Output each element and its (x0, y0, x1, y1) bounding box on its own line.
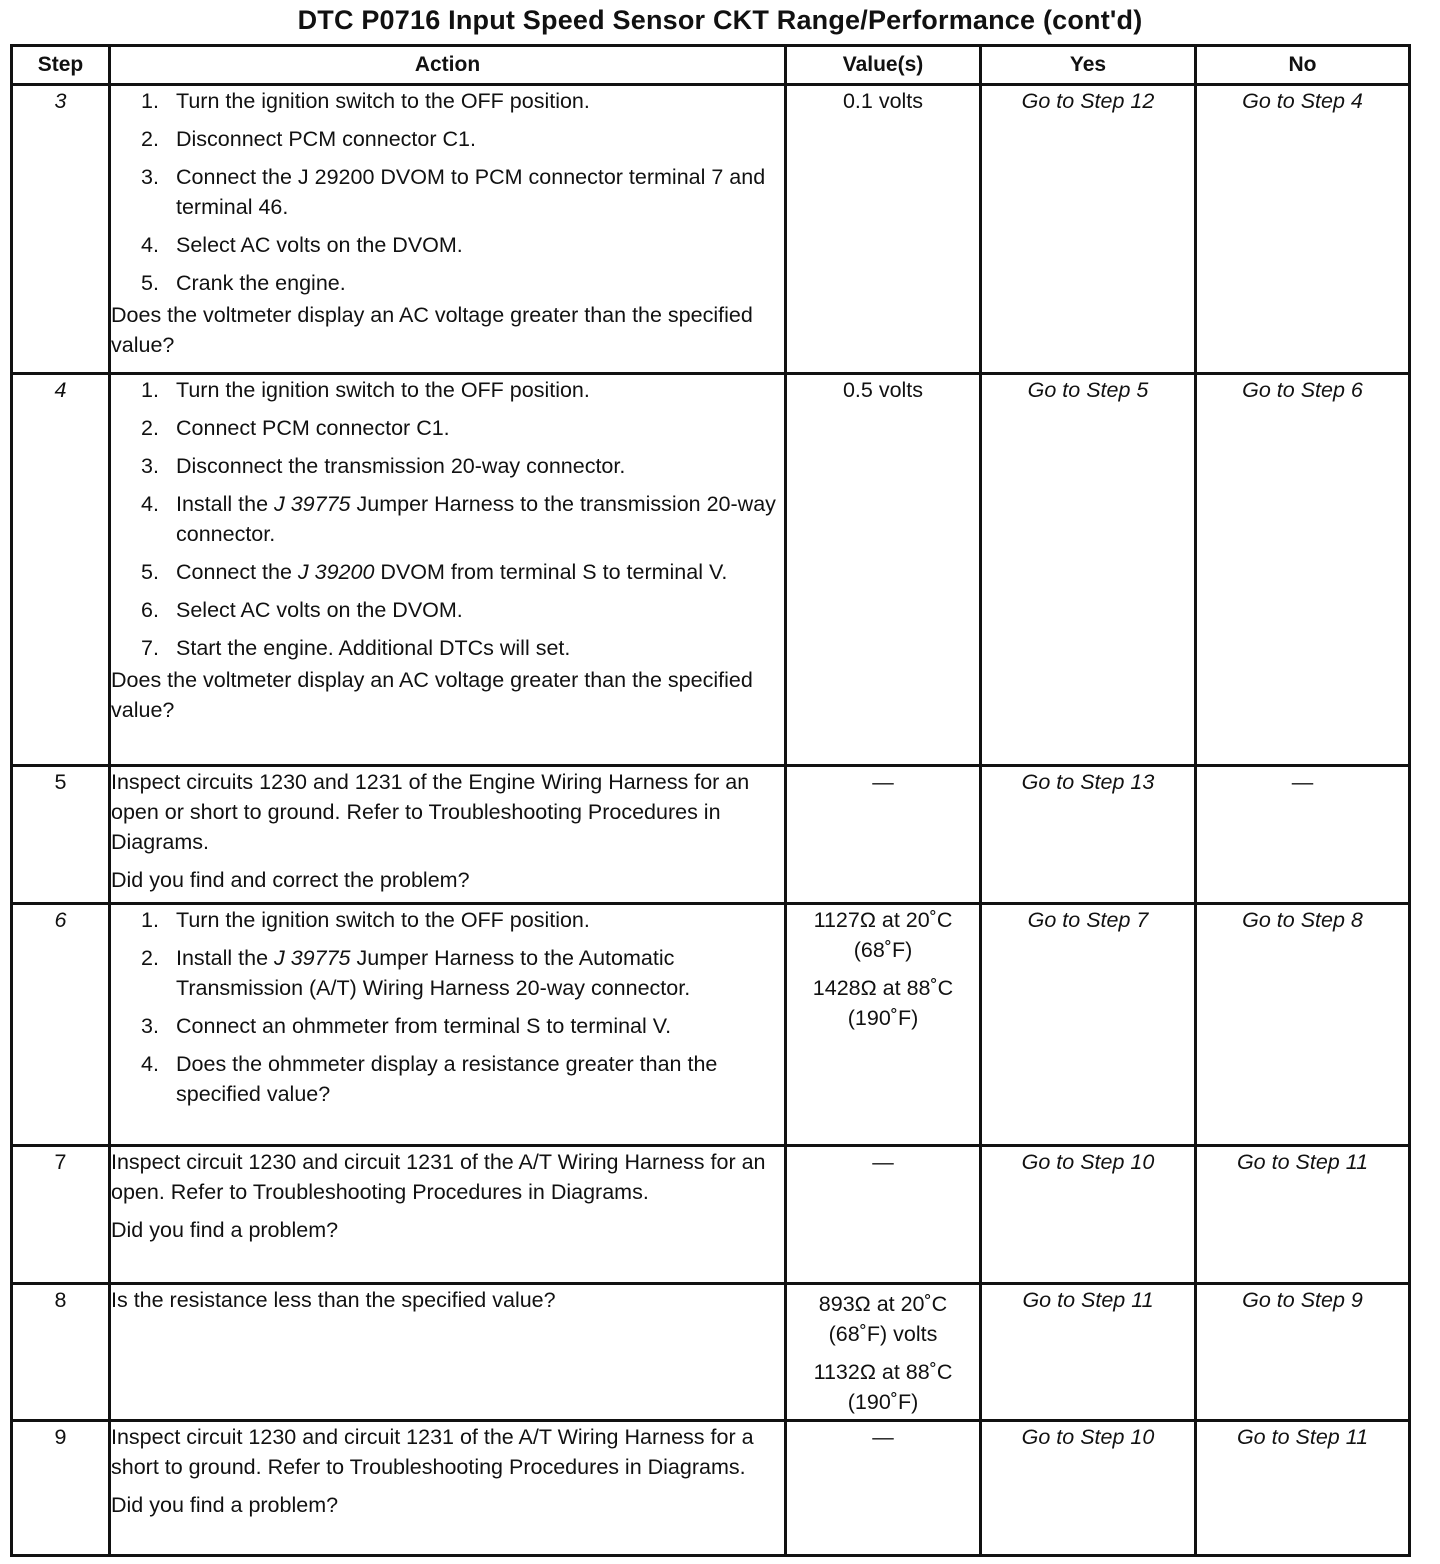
table-row-step-9 (12, 1421, 1410, 1556)
list-item: 3. Disconnect the transmission 20-way connector. (141, 454, 626, 478)
value-cell: — (786, 1146, 981, 1284)
list-item: 2. Install the J 39775 Jumper Harness to the Automatic Transmission (A/T) Wiring Harness 20-way connector. (141, 946, 691, 1000)
no-link: — (1196, 766, 1410, 904)
action-text: Inspect circuits 1230 and 1231 of the Engine Wiring Harness for an open or short to ground. Refer to Troubleshooting Procedures in Diagrams. (111, 770, 750, 854)
no-link: Go to Step 8 (1196, 904, 1410, 1146)
list-item: 3. Connect an ohmmeter from terminal S to terminal V. (141, 1014, 672, 1038)
list-item: 1. Turn the ignition switch to the OFF position. (141, 378, 590, 402)
list-item: 5. Connect the J 39200 DVOM from terminal S to terminal V. (141, 560, 728, 584)
action-question: Is the resistance less than the specified value? (111, 1288, 556, 1312)
action-question: Did you find and correct the problem? (111, 868, 470, 892)
value-cell: — (786, 1421, 981, 1556)
value-cell (786, 1284, 981, 1421)
action-question: Did you find a problem? (111, 1493, 339, 1517)
action-list (111, 905, 784, 1109)
table-row-step-4 (12, 374, 1410, 766)
action-list (111, 86, 784, 298)
no-link: Go to Step 11 (1196, 1146, 1410, 1284)
step-number: 7 (12, 1146, 110, 1284)
header-value: Value(s) (786, 46, 981, 85)
no-link: Go to Step 6 (1196, 374, 1410, 766)
value-group: 893Ω at 20˚C (68˚F) volts (818, 1292, 948, 1346)
table-row-step-7 (12, 1146, 1410, 1284)
list-item: 7. Start the engine. Additional DTCs will set. (141, 636, 571, 660)
no-link: Go to Step 4 (1196, 85, 1410, 374)
step-number: 3 (12, 85, 110, 374)
action-cell (110, 904, 786, 1146)
action-question: Does the voltmeter display an AC voltage greater than the specified value? (111, 668, 753, 722)
value-cell: 0.1 volts (786, 85, 981, 374)
header-no: No (1196, 46, 1410, 85)
list-item: 4. Install the J 39775 Jumper Harness to the transmission 20-way connector. (141, 492, 776, 546)
action-cell (110, 1284, 786, 1421)
yes-link: Go to Step 10 (981, 1146, 1196, 1284)
action-question: Did you find a problem? (111, 1218, 339, 1242)
list-item: 6. Select AC volts on the DVOM. (141, 598, 463, 622)
header-step: Step (12, 46, 110, 85)
header-row (12, 46, 1410, 85)
step-number: 5 (12, 766, 110, 904)
list-item: 2. Disconnect PCM connector C1. (141, 127, 476, 151)
yes-link: Go to Step 11 (981, 1284, 1196, 1421)
yes-link: Go to Step 5 (981, 374, 1196, 766)
value-group: 1127Ω at 20˚C (68˚F) (813, 908, 953, 962)
header-yes: Yes (981, 46, 1196, 85)
yes-link: Go to Step 13 (981, 766, 1196, 904)
list-item: 1. Turn the ignition switch to the OFF position. (141, 908, 590, 932)
action-text: Inspect circuit 1230 and circuit 1231 of the A/T Wiring Harness for a short to ground. Refer to Troubleshooting Procedures in Diagrams. (111, 1425, 754, 1479)
list-item: 1. Turn the ignition switch to the OFF position. (141, 89, 590, 113)
page-title: DTC P0716 Input Speed Sensor CKT Range/Performance (cont'd) (297, 5, 1143, 35)
list-item: 2. Connect PCM connector C1. (141, 416, 450, 440)
yes-link: Go to Step 12 (981, 85, 1196, 374)
action-cell (110, 1421, 786, 1556)
value-group: 1428Ω at 88˚C (190˚F) (812, 976, 954, 1030)
value-cell (786, 904, 981, 1146)
list-item: 4. Select AC volts on the DVOM. (141, 233, 463, 257)
step-number: 4 (12, 374, 110, 766)
action-cell (110, 1146, 786, 1284)
diagnostic-table (10, 44, 1411, 1557)
no-link: Go to Step 11 (1196, 1421, 1410, 1556)
table-row-step-3 (12, 85, 1410, 374)
table-row-step-5 (12, 766, 1410, 904)
list-item: 4. Does the ohmmeter display a resistance greater than the specified value? (141, 1052, 718, 1106)
list-item: 3. Connect the J 29200 DVOM to PCM connector terminal 7 and terminal 46. (141, 165, 766, 219)
table-row-step-6 (12, 904, 1410, 1146)
action-cell (110, 374, 786, 766)
action-cell (110, 766, 786, 904)
step-number: 6 (12, 904, 110, 1146)
action-cell (110, 85, 786, 374)
action-question: Does the voltmeter display an AC voltage greater than the specified value? (111, 303, 753, 357)
yes-link: Go to Step 7 (981, 904, 1196, 1146)
header-action: Action (110, 46, 786, 85)
action-list (111, 375, 784, 663)
value-group: 1132Ω at 88˚C (190˚F) (813, 1360, 953, 1414)
no-link: Go to Step 9 (1196, 1284, 1410, 1421)
list-item: 5. Crank the engine. (141, 271, 346, 295)
yes-link: Go to Step 10 (981, 1421, 1196, 1556)
table-row-step-8 (12, 1284, 1410, 1421)
value-cell: 0.5 volts (786, 374, 981, 766)
action-text: Inspect circuit 1230 and circuit 1231 of the A/T Wiring Harness for an open. Refer to Troubleshooting Procedures in Diagrams. (111, 1150, 766, 1204)
step-number: 8 (12, 1284, 110, 1421)
value-cell: — (786, 766, 981, 904)
step-number: 9 (12, 1421, 110, 1556)
